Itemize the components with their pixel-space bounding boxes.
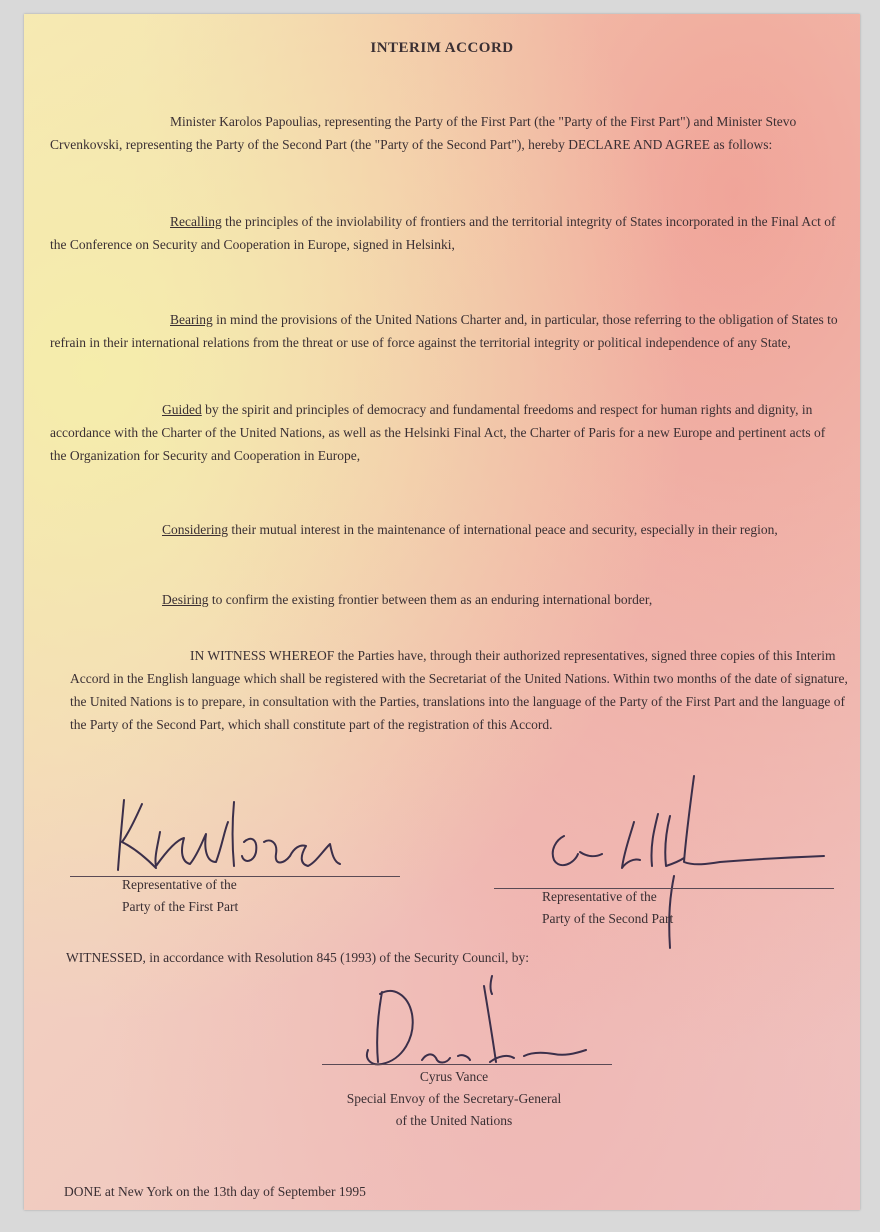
witnessed-text: WITNESSED, in accordance with Resolution 845 (1993) of the Security Council, by:	[66, 950, 530, 965]
recital-lead: Bearing	[170, 312, 213, 327]
recital-lead: Desiring	[162, 592, 209, 607]
witness-clause-text: IN WITNESS WHEREOF the Parties have, through their authorized representatives, signed three copies of this Interim Accord in the English language which shall be registered with the Secretariat of the United Nations. Within two months of the date of signature, the United Nations is to prepare, in consultation with the Parties, translations into the language of the Party of the First Part and the language of the Party of the Second Part, which shall constitute part of the registration of this Accord.	[70, 648, 848, 732]
document-page	[24, 14, 860, 1210]
witness-clause	[70, 644, 850, 736]
second-party-caption	[542, 886, 822, 930]
recital-lead: Considering	[162, 522, 228, 537]
envoy-signature-line	[322, 1064, 612, 1065]
recital-lead: Recalling	[170, 214, 222, 229]
recital-text: to confirm the existing frontier between them as an enduring international border,	[208, 592, 653, 607]
second-party-caption-line1: Representative of the	[542, 889, 657, 904]
first-party-caption-line2: Party of the First Part	[122, 899, 239, 914]
second-party-caption-line2: Party of the Second Part	[542, 911, 674, 926]
recital-bearing	[50, 308, 840, 354]
envoy-title-line2: of the United Nations	[395, 1113, 513, 1128]
recital-considering	[50, 518, 840, 541]
recital-text: the principles of the inviolability of frontiers and the territorial integrity of States incorporated in the Final Act of the Conference on Security and Cooperation in Europe, signed in Helsinki,	[50, 214, 836, 252]
envoy-signature	[342, 964, 632, 1074]
preamble-paragraph	[50, 110, 840, 156]
recital-text: by the spirit and principles of democracy and fundamental freedoms and respect for human rights and dignity, in accordance with the Charter of the United Nations, as well as the Helsinki Final Act, the Charter of Paris for a new Europe and pertinent acts of the Organization for Security and Cooperation in Europe,	[50, 402, 826, 463]
envoy-name: Cyrus Vance	[419, 1069, 489, 1084]
recital-text: in mind the provisions of the United Nations Charter and, in particular, those referring to the obligation of States to refrain in their international relations from the threat or use of force against the territorial integrity or political independence of any State,	[50, 312, 838, 350]
done-text: DONE at New York on the 13th day of September 1995	[64, 1184, 366, 1199]
done-statement	[64, 1180, 764, 1203]
recital-recalling	[50, 210, 840, 256]
first-party-caption	[122, 874, 382, 918]
recital-desiring	[50, 588, 840, 611]
first-party-signature	[94, 782, 394, 877]
document-title: INTERIM ACCORD	[370, 40, 514, 56]
envoy-caption	[254, 1066, 654, 1132]
envoy-title-line1: Special Envoy of the Secretary-General	[346, 1091, 562, 1106]
recital-guided	[50, 398, 840, 467]
recital-lead: Guided	[162, 402, 202, 417]
recital-text: their mutual interest in the maintenance of international peace and security, especially in their region,	[228, 522, 778, 537]
preamble-text: Minister Karolos Papoulias, representing the Party of the First Part (the "Party of the First Part") and Minister Stevo Crvenkovski, representing the Party of the Second Part (the "Party of the Second Part"), hereby DECLARE AND AGREE as follows:	[50, 114, 797, 152]
first-party-caption-line1: Representative of the	[122, 877, 237, 892]
